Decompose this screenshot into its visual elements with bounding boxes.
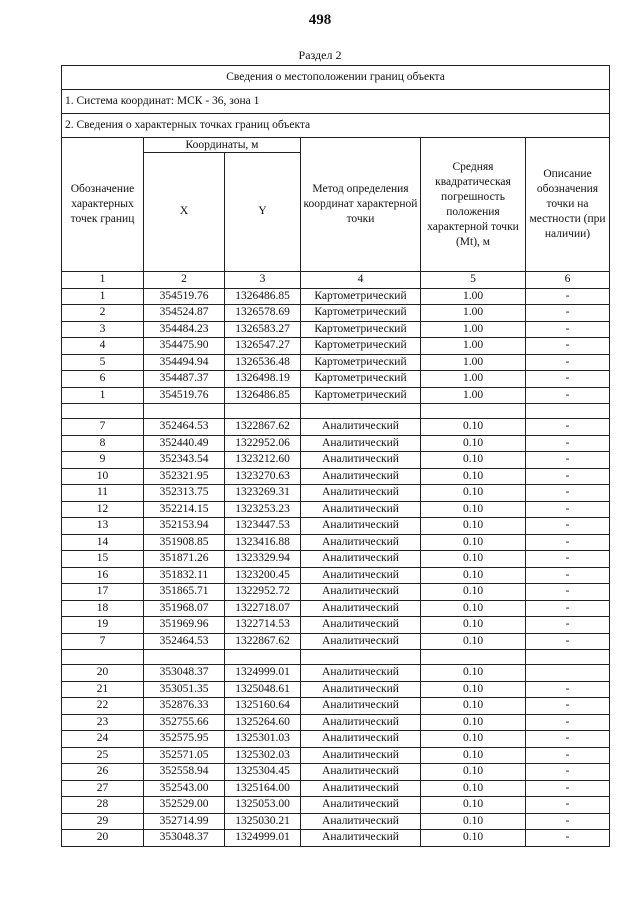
x-coordinate-cell: 351908.85 [144,534,225,551]
method-cell: Аналитический [301,633,421,650]
empty-cell [301,404,421,419]
table-row [62,518,610,535]
method-cell: Аналитический [301,731,421,748]
point-number-cell: 27 [62,780,144,797]
table-row [62,354,610,371]
description-cell: - [526,813,610,830]
error-cell: 0.10 [421,681,526,698]
col-number: 2 [144,272,225,289]
table-row [62,813,610,830]
empty-cell [526,404,610,419]
error-cell: 0.10 [421,518,526,535]
header-x: X [144,153,225,272]
method-cell: Аналитический [301,714,421,731]
table-row [62,830,610,847]
method-cell: Аналитический [301,681,421,698]
y-coordinate-cell: 1326583.27 [225,321,301,338]
y-coordinate-cell: 1323253.23 [225,501,301,518]
col-number: 6 [526,272,610,289]
table-row [62,468,610,485]
description-cell: - [526,305,610,322]
table-row [62,567,610,584]
point-number-cell: 16 [62,567,144,584]
table-row [62,714,610,731]
y-coordinate-cell: 1325301.03 [225,731,301,748]
x-coordinate-cell: 351968.07 [144,600,225,617]
x-coordinate-cell: 352575.95 [144,731,225,748]
x-coordinate-cell: 354475.90 [144,338,225,355]
method-cell: Аналитический [301,501,421,518]
method-cell: Аналитический [301,468,421,485]
error-cell: 0.10 [421,534,526,551]
error-cell: 1.00 [421,305,526,322]
table-row [62,485,610,502]
description-cell: - [526,567,610,584]
error-cell: 0.10 [421,714,526,731]
x-coordinate-cell: 352571.05 [144,747,225,764]
description-cell: - [526,387,610,404]
error-cell: 0.10 [421,435,526,452]
method-cell: Картометрический [301,371,421,388]
empty-cell [526,650,610,665]
y-coordinate-cell: 1326536.48 [225,354,301,371]
method-cell: Аналитический [301,534,421,551]
description-cell: - [526,288,610,305]
error-cell: 0.10 [421,600,526,617]
description-cell: - [526,617,610,634]
empty-cell [144,650,225,665]
table-row [62,797,610,814]
y-coordinate-cell: 1323212.60 [225,452,301,469]
header-designation: Обозначение характерных точек границ [62,138,144,272]
description-cell: - [526,830,610,847]
table-row [62,780,610,797]
error-cell: 0.10 [421,485,526,502]
method-cell: Аналитический [301,518,421,535]
point-number-cell: 2 [62,305,144,322]
point-number-cell: 6 [62,371,144,388]
method-cell: Аналитический [301,617,421,634]
description-cell: - [526,698,610,715]
method-cell: Аналитический [301,665,421,682]
x-coordinate-cell: 352876.33 [144,698,225,715]
point-number-cell: 7 [62,633,144,650]
y-coordinate-cell: 1325053.00 [225,797,301,814]
point-number-cell: 17 [62,584,144,601]
points-title: 2. Сведения о характерных точках границ объекта [62,114,610,138]
y-coordinate-cell: 1323200.45 [225,567,301,584]
point-number-cell: 14 [62,534,144,551]
error-cell: 0.10 [421,731,526,748]
table-title: Сведения о местоположении границ объекта [62,66,610,90]
x-coordinate-cell: 353048.37 [144,665,225,682]
point-number-cell: 9 [62,452,144,469]
point-number-cell: 28 [62,797,144,814]
empty-cell [421,650,526,665]
x-coordinate-cell: 354524.87 [144,305,225,322]
y-coordinate-cell: 1325160.64 [225,698,301,715]
method-cell: Картометрический [301,354,421,371]
point-number-cell: 5 [62,354,144,371]
description-cell: - [526,485,610,502]
error-cell: 0.10 [421,633,526,650]
description-cell: - [526,747,610,764]
x-coordinate-cell: 352558.94 [144,764,225,781]
error-cell: 0.10 [421,584,526,601]
table-row [62,534,610,551]
point-number-cell: 23 [62,714,144,731]
y-coordinate-cell: 1323416.88 [225,534,301,551]
empty-cell [421,404,526,419]
error-cell: 0.10 [421,764,526,781]
description-cell: - [526,534,610,551]
x-coordinate-cell: 354494.94 [144,354,225,371]
empty-cell [144,404,225,419]
header-coordinates: Координаты, м [144,138,301,153]
table-row [62,338,610,355]
point-number-cell: 1 [62,387,144,404]
x-coordinate-cell: 354519.76 [144,387,225,404]
table-row [62,452,610,469]
method-cell: Аналитический [301,830,421,847]
description-cell: - [526,681,610,698]
x-coordinate-cell: 352464.53 [144,633,225,650]
description-cell: - [526,551,610,568]
description-cell: - [526,600,610,617]
point-number-cell: 3 [62,321,144,338]
point-number-cell: 12 [62,501,144,518]
description-cell: - [526,633,610,650]
y-coordinate-cell: 1324999.01 [225,665,301,682]
point-number-cell: 21 [62,681,144,698]
empty-cell [225,404,301,419]
method-cell: Картометрический [301,288,421,305]
table-row [62,288,610,305]
point-number-cell: 13 [62,518,144,535]
method-cell: Аналитический [301,435,421,452]
x-coordinate-cell: 354519.76 [144,288,225,305]
y-coordinate-cell: 1323269.31 [225,485,301,502]
method-cell: Картометрический [301,338,421,355]
point-number-cell: 20 [62,665,144,682]
y-coordinate-cell: 1322714.53 [225,617,301,634]
y-coordinate-cell: 1322952.06 [225,435,301,452]
method-cell: Аналитический [301,780,421,797]
description-cell: - [526,338,610,355]
description-cell: - [526,468,610,485]
x-coordinate-cell: 352464.53 [144,419,225,436]
table-row [62,305,610,322]
table-row [62,600,610,617]
table-row [62,617,610,634]
header-y: Y [225,153,301,272]
method-cell: Аналитический [301,698,421,715]
point-number-cell: 18 [62,600,144,617]
x-coordinate-cell: 352321.95 [144,468,225,485]
description-cell: - [526,419,610,436]
x-coordinate-cell: 354484.23 [144,321,225,338]
error-cell: 0.10 [421,567,526,584]
error-cell: 0.10 [421,747,526,764]
x-coordinate-cell: 354487.37 [144,371,225,388]
empty-cell [62,404,144,419]
table-row [62,435,610,452]
description-cell: - [526,321,610,338]
point-number-cell: 24 [62,731,144,748]
table-row [62,681,610,698]
y-coordinate-cell: 1326486.85 [225,288,301,305]
error-cell: 0.10 [421,452,526,469]
description-cell: - [526,371,610,388]
error-cell: 0.10 [421,698,526,715]
table-row [62,501,610,518]
table-row [62,584,610,601]
error-cell: 0.10 [421,830,526,847]
page-number: 498 [308,12,332,28]
point-number-cell: 25 [62,747,144,764]
method-cell: Аналитический [301,813,421,830]
point-number-cell: 20 [62,830,144,847]
method-cell: Картометрический [301,305,421,322]
method-cell: Аналитический [301,452,421,469]
point-number-cell: 8 [62,435,144,452]
table-row [62,665,610,682]
section-label: Раздел 2 [298,48,342,62]
description-cell: - [526,714,610,731]
y-coordinate-cell: 1325164.00 [225,780,301,797]
y-coordinate-cell: 1326547.27 [225,338,301,355]
point-number-cell: 26 [62,764,144,781]
boundary-points-table [61,65,610,847]
x-coordinate-cell: 352313.75 [144,485,225,502]
header-error: Средняя квадратическая погрешность положения характерной точки (Mt), м [421,138,526,272]
y-coordinate-cell: 1322867.62 [225,633,301,650]
y-coordinate-cell: 1322867.62 [225,419,301,436]
empty-cell [301,650,421,665]
table-row [62,551,610,568]
y-coordinate-cell: 1325304.45 [225,764,301,781]
x-coordinate-cell: 352714.99 [144,813,225,830]
x-coordinate-cell: 352543.00 [144,780,225,797]
group-separator-row [62,650,610,665]
description-cell: - [526,452,610,469]
description-cell: - [526,435,610,452]
method-cell: Аналитический [301,747,421,764]
description-cell [526,665,610,682]
method-cell: Аналитический [301,551,421,568]
method-cell: Аналитический [301,584,421,601]
coord-system: 1. Система координат: МСК - 36, зона 1 [62,90,610,114]
point-number-cell: 10 [62,468,144,485]
method-cell: Картометрический [301,387,421,404]
method-cell: Аналитический [301,567,421,584]
x-coordinate-cell: 351969.96 [144,617,225,634]
error-cell: 0.10 [421,617,526,634]
error-cell: 0.10 [421,419,526,436]
col-number: 1 [62,272,144,289]
x-coordinate-cell: 352755.66 [144,714,225,731]
error-cell: 0.10 [421,813,526,830]
error-cell: 0.10 [421,780,526,797]
x-coordinate-cell: 351865.71 [144,584,225,601]
y-coordinate-cell: 1322952.72 [225,584,301,601]
x-coordinate-cell: 351832.11 [144,567,225,584]
point-number-cell: 22 [62,698,144,715]
y-coordinate-cell: 1325264.60 [225,714,301,731]
description-cell: - [526,731,610,748]
error-cell: 1.00 [421,354,526,371]
x-coordinate-cell: 353048.37 [144,830,225,847]
col-number: 5 [421,272,526,289]
table-row [62,371,610,388]
method-cell: Аналитический [301,797,421,814]
x-coordinate-cell: 353051.35 [144,681,225,698]
point-number-cell: 29 [62,813,144,830]
x-coordinate-cell: 352440.49 [144,435,225,452]
y-coordinate-cell: 1326486.85 [225,387,301,404]
method-cell: Аналитический [301,419,421,436]
error-cell: 0.10 [421,665,526,682]
y-coordinate-cell: 1325030.21 [225,813,301,830]
x-coordinate-cell: 352343.54 [144,452,225,469]
table-row [62,387,610,404]
error-cell: 1.00 [421,321,526,338]
method-cell: Аналитический [301,485,421,502]
table-row [62,633,610,650]
point-number-cell: 15 [62,551,144,568]
error-cell: 0.10 [421,797,526,814]
error-cell: 1.00 [421,338,526,355]
table-row [62,731,610,748]
y-coordinate-cell: 1324999.01 [225,830,301,847]
table-row [62,764,610,781]
y-coordinate-cell: 1325302.03 [225,747,301,764]
error-cell: 1.00 [421,387,526,404]
error-cell: 0.10 [421,501,526,518]
y-coordinate-cell: 1323329.94 [225,551,301,568]
x-coordinate-cell: 352153.94 [144,518,225,535]
point-number-cell: 7 [62,419,144,436]
x-coordinate-cell: 351871.26 [144,551,225,568]
y-coordinate-cell: 1323447.53 [225,518,301,535]
y-coordinate-cell: 1325048.61 [225,681,301,698]
y-coordinate-cell: 1326498.19 [225,371,301,388]
point-number-cell: 19 [62,617,144,634]
description-cell: - [526,764,610,781]
description-cell: - [526,780,610,797]
error-cell: 1.00 [421,371,526,388]
description-cell: - [526,354,610,371]
table-row [62,321,610,338]
header-description: Описание обозначения точки на местности (при наличии) [526,138,610,272]
x-coordinate-cell: 352214.15 [144,501,225,518]
table-row [62,419,610,436]
x-coordinate-cell: 352529.00 [144,797,225,814]
col-number: 4 [301,272,421,289]
col-number: 3 [225,272,301,289]
method-cell: Картометрический [301,321,421,338]
description-cell: - [526,501,610,518]
point-number-cell: 1 [62,288,144,305]
description-cell: - [526,797,610,814]
y-coordinate-cell: 1326578.69 [225,305,301,322]
y-coordinate-cell: 1323270.63 [225,468,301,485]
empty-cell [62,650,144,665]
header-method: Метод определения координат характерной точки [301,138,421,272]
point-number-cell: 4 [62,338,144,355]
empty-cell [225,650,301,665]
error-cell: 1.00 [421,288,526,305]
method-cell: Аналитический [301,600,421,617]
description-cell: - [526,518,610,535]
error-cell: 0.10 [421,551,526,568]
column-numbers-row [62,272,610,289]
point-number-cell: 11 [62,485,144,502]
description-cell: - [526,584,610,601]
table-row [62,747,610,764]
y-coordinate-cell: 1322718.07 [225,600,301,617]
table-row [62,698,610,715]
error-cell: 0.10 [421,468,526,485]
method-cell: Аналитический [301,764,421,781]
group-separator-row [62,404,610,419]
